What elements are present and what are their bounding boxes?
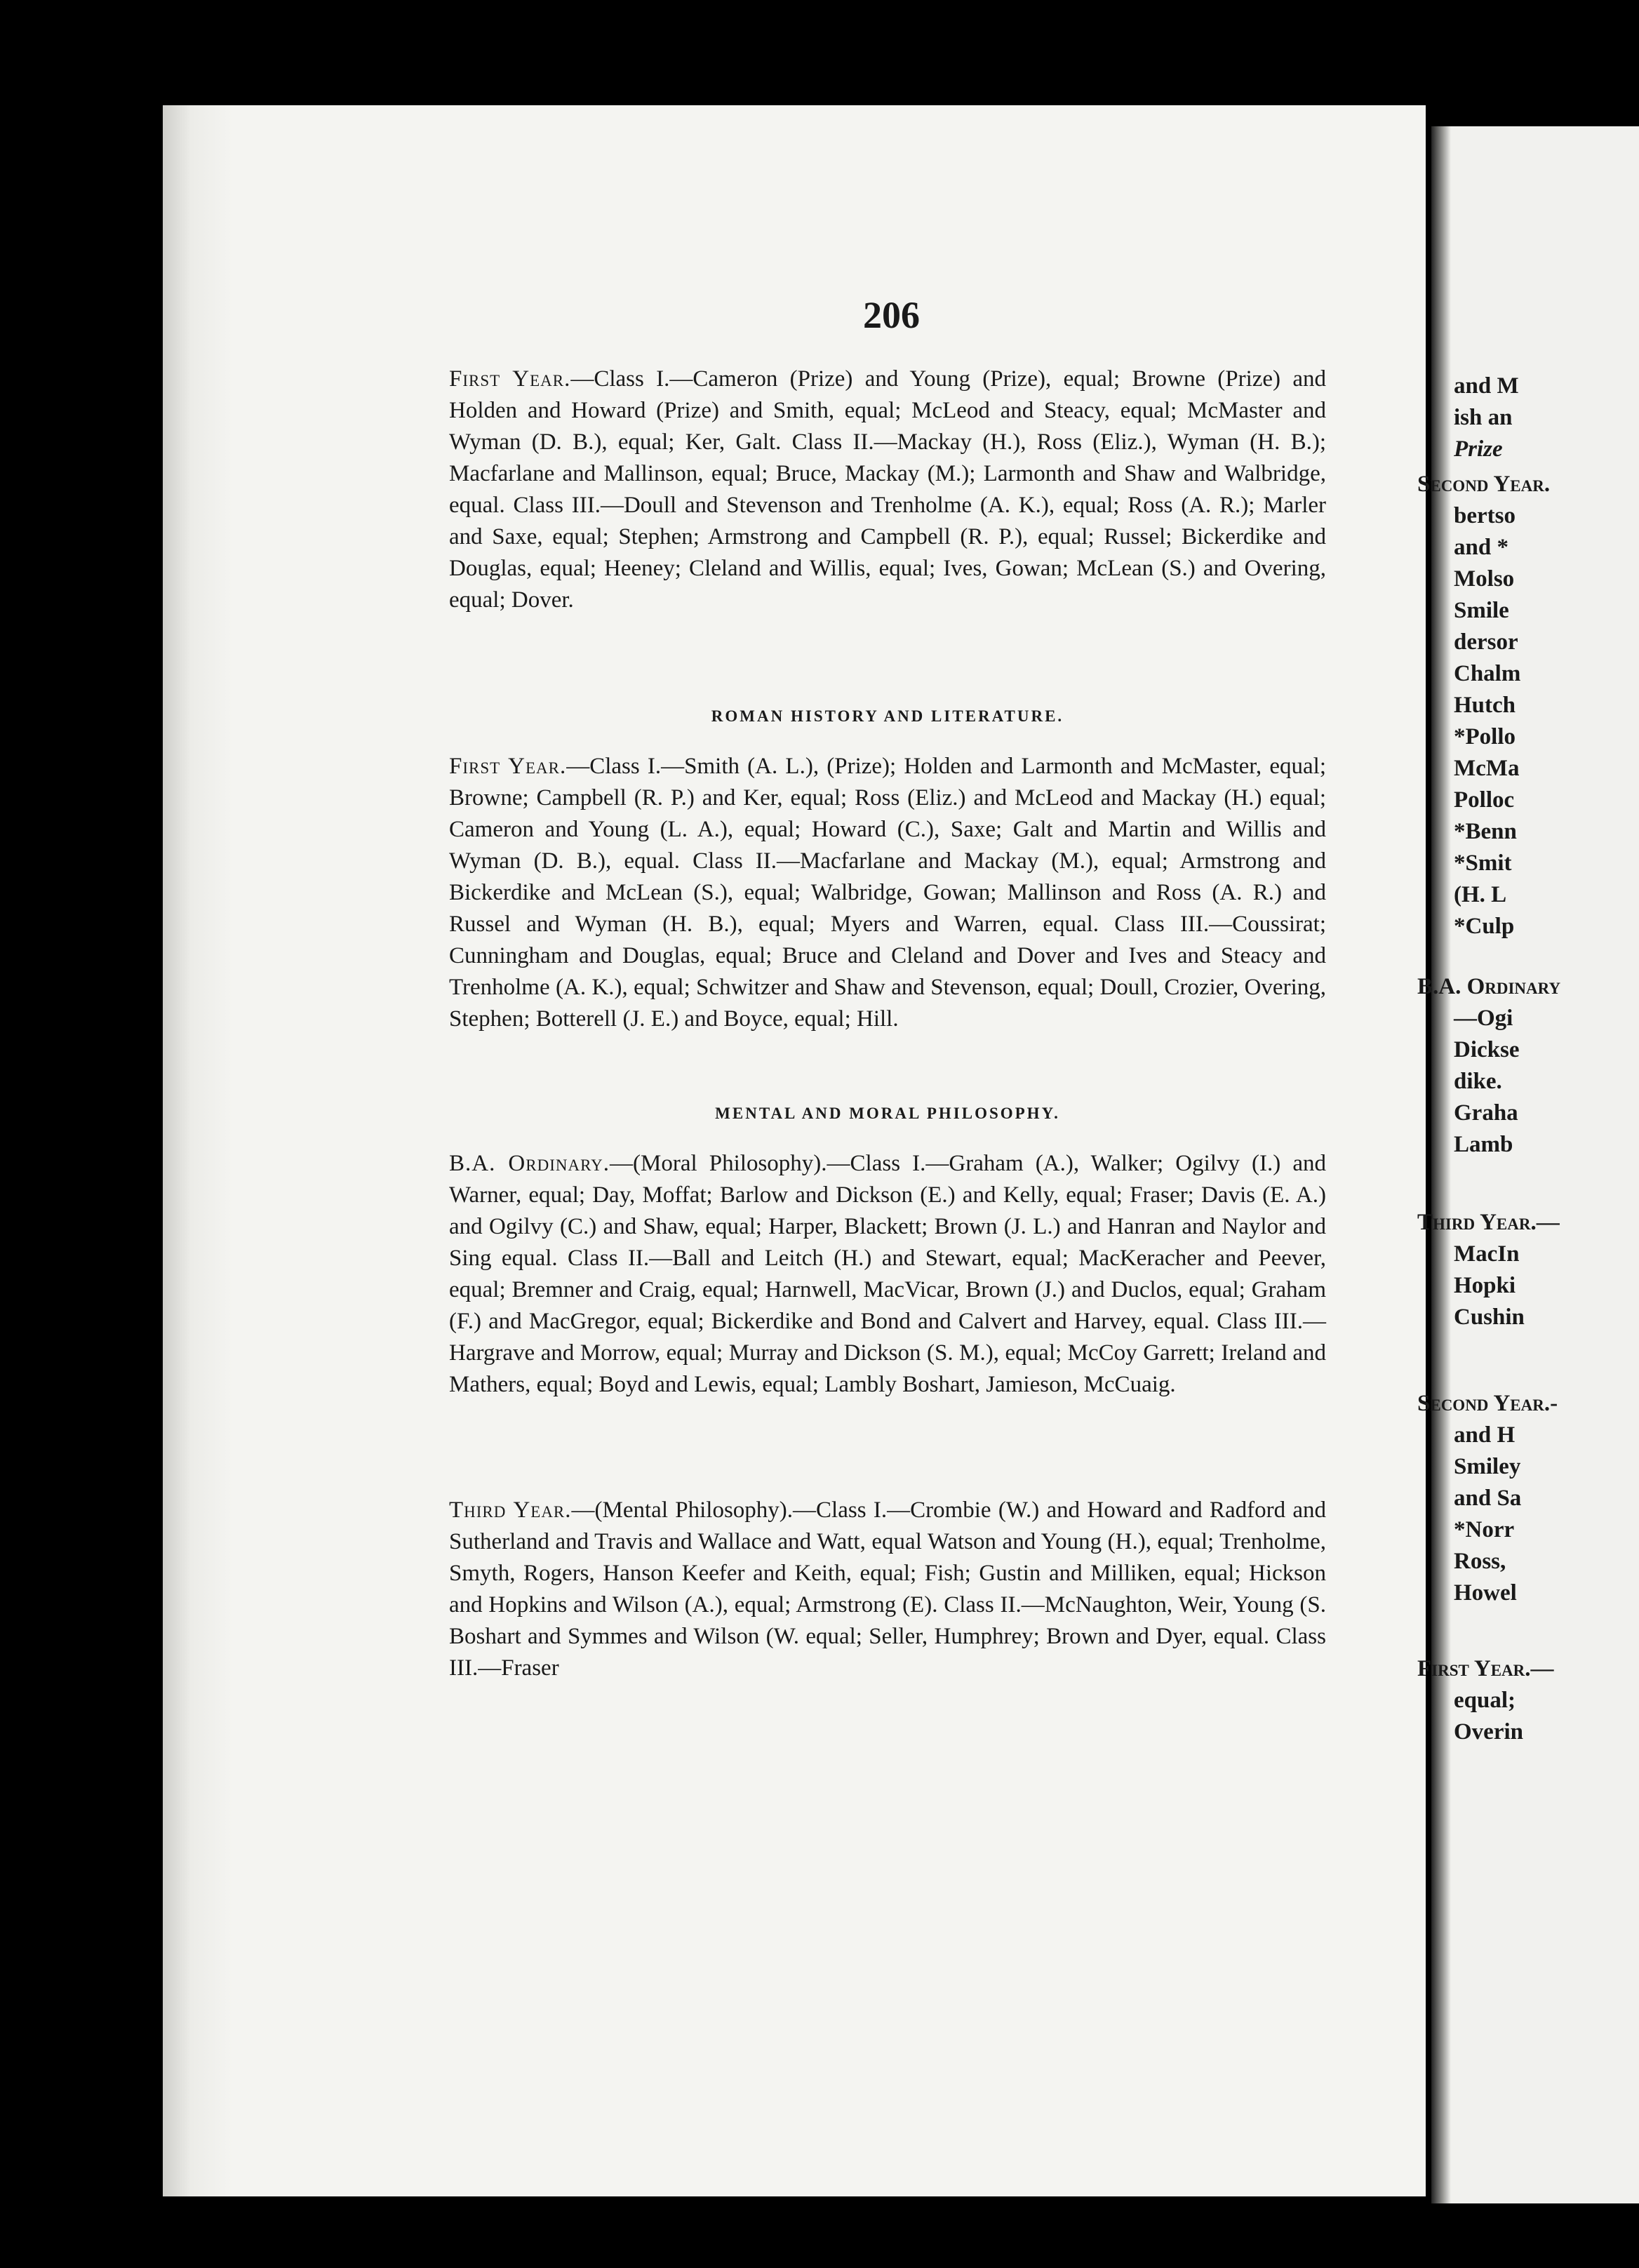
right-fragment-1 xyxy=(1454,371,1519,465)
right-line: dike. xyxy=(1454,1069,1502,1094)
right-line: Dickse xyxy=(1454,1037,1520,1062)
right-line: MacIn xyxy=(1454,1241,1520,1267)
right-line: Second Year.- xyxy=(1417,1391,1558,1416)
right-line: Molso xyxy=(1454,566,1515,592)
right-line: and Sa xyxy=(1454,1486,1522,1511)
right-line: *Benn xyxy=(1454,819,1517,844)
entry-third-year xyxy=(449,1495,1326,1684)
right-line: Third Year.— xyxy=(1417,1210,1560,1235)
right-line: Graha xyxy=(1454,1100,1518,1126)
right-line: Cushin xyxy=(1454,1305,1525,1330)
right-fragment-2 xyxy=(1417,469,1586,942)
entry-ba-ordinary xyxy=(449,1148,1326,1401)
right-line: *Culp xyxy=(1454,914,1515,939)
right-fragment-6 xyxy=(1417,1653,1591,1748)
right-fragment-3 xyxy=(1417,971,1597,1161)
section-title-philosophy: MENTAL AND MORAL PHILOSOPHY. xyxy=(715,1105,1060,1122)
entry-heading: B.A. Ordinary. xyxy=(449,1151,610,1176)
right-line: McMa xyxy=(1454,756,1520,781)
right-line: Lamb xyxy=(1454,1132,1513,1157)
right-line: (H. L xyxy=(1454,882,1507,907)
right-line: B.A. Ordinary xyxy=(1417,974,1561,999)
right-line: Second Year. xyxy=(1417,472,1551,497)
gutter-shadow xyxy=(1431,126,1451,2203)
entry-text: —(Moral Philosophy).—Class I.—Graham (A.), Walker; Ogilvy (I.) and Warner, equal; Day, Moffat; Barlow and Dickson (E.) and Kelly, equal; Fraser; Davis (E. A.) and Ogilvy (C.) and Shaw, equal; Harper, Blackett; Brown (J. L.) and Hanran and Naylor and Sing equal. Class II.—Ball and Leitch (H.) and Stewart, equal; MacKeracher and Peever, equal; Bremner and Craig, equal; Harnwell, MacVicar, Brown (J.) and Duclos, equal; Graham (F.) and MacGregor, equal; Bickerdike and Bond and Calvert and Harvey, equal. Class III.—Hargrave and Morrow, equal; Murray and Dickson (S. M.), equal; McCoy Garrett; Ireland and Mathers, equal; Boyd and Lewis, equal; Lambly Boshart, Jamieson, McCuaig. xyxy=(449,1151,1326,1397)
entry-heading: First Year. xyxy=(449,366,571,392)
right-line: dersor xyxy=(1454,629,1518,655)
section-title-roman: ROMAN HISTORY AND LITERATURE. xyxy=(711,707,1064,725)
right-line: First Year.— xyxy=(1417,1656,1554,1681)
right-fragment-4 xyxy=(1417,1207,1596,1333)
right-line: Polloc xyxy=(1454,787,1515,813)
right-line: Ross, xyxy=(1454,1549,1506,1574)
entry-text: —(Mental Philosophy).—Class I.—Crombie (W.) and Howard and Radford and Sutherland and Travis and Wallace and Watt, equal Watson and Young (H.), equal; Trenholme, Smyth, Rogers, Hanson Keefer and Keith, equal; Fish; Gustin and Milliken, equal; Hickson and Hopkins and Wilson (A.), equal; Armstrong (E). Class II.—McNaughton, Weir, Young (S. Boshart and Symmes and Wilson (W. equal; Seller, Humphrey; Brown and Dyer, equal. Class III.—Fraser xyxy=(449,1497,1326,1681)
entry-heading: First Year. xyxy=(449,754,567,779)
page-number: 206 xyxy=(863,294,920,336)
right-line: Overin xyxy=(1454,1719,1523,1745)
entry-text: —Class I.—Smith (A. L.), (Prize); Holden and Larmonth and McMaster, equal; Browne; Campbell (R. P.) and Ker, equal; Ross (Eliz.) and McLeod and Mackay (H.) equal; Cameron and Young (L. A.), equal; Howard (C.), Saxe; Galt and Martin and Willis and Wyman (D. B.), equal. Class II.—Macfarlane and Mackay (M.), equal; Armstrong and Bickerdike and McLean (S.), equal; Walbridge, Gowan; Mallinson and Ross (A. R.) and Russel and Wyman (H. B.), equal; Myers and Warren, equal. Class III.—Coussirat; Cunningham and Douglas, equal; Bruce and Cleland and Dover and Ives and Steacy and Trenholme (A. K.), equal; Schwitzer and Shaw and Stevenson, equal; Doull, Crozier, Overing, Stephen; Botterell (J. E.) and Boyce, equal; Hill. xyxy=(449,754,1326,1032)
right-line: and H xyxy=(1454,1422,1516,1448)
right-line: Howel xyxy=(1454,1580,1517,1606)
right-line: and * xyxy=(1454,535,1508,560)
entry-text: —Class I.—Cameron (Prize) and Young (Prize), equal; Browne (Prize) and Holden and Howard (Prize) and Smith, equal; McLeod and Steacy, equal; McMaster and Wyman (D. B.), equal; Ker, Galt. Class II.—Mackay (H.), Ross (Eliz.), Wyman (H. B.); Macfarlane and Mallinson, equal; Bruce, Mackay (M.); Larmonth and Shaw and Walbridge, equal. Class III.—Doull and Stevenson and Trenholme (A. K.), equal; Ross (A. R.); Marler and Saxe, equal; Stephen; Armstrong and Campbell (R. P.), equal; Russel; Bickerdike and Douglas, equal; Heeney; Cleland and Willis, equal; Ives, Gowan; McLean (S.) and Overing, equal; Dover. xyxy=(449,366,1326,613)
entry-heading: Third Year. xyxy=(449,1497,572,1523)
right-fragment-5 xyxy=(1417,1388,1594,1609)
right-line: —Ogi xyxy=(1454,1006,1513,1031)
right-line: Hopki xyxy=(1454,1273,1516,1298)
right-line: *Pollo xyxy=(1454,724,1516,749)
right-line: Hutch xyxy=(1454,693,1516,718)
right-line: Smiley xyxy=(1454,1454,1521,1479)
entry-first-year-roman xyxy=(449,751,1326,1035)
entry-first-year-greek xyxy=(449,363,1326,616)
page-edge xyxy=(163,105,233,2196)
right-line: Smile xyxy=(1454,598,1509,623)
right-line: ish an xyxy=(1454,405,1513,430)
right-line: equal; xyxy=(1454,1688,1516,1713)
right-line: and M xyxy=(1454,373,1519,399)
right-line: *Smit xyxy=(1454,850,1512,876)
right-line: Chalm xyxy=(1454,661,1521,686)
right-line: Prize xyxy=(1454,436,1503,462)
right-line: bertso xyxy=(1454,503,1516,528)
right-line: *Norr xyxy=(1454,1517,1515,1542)
